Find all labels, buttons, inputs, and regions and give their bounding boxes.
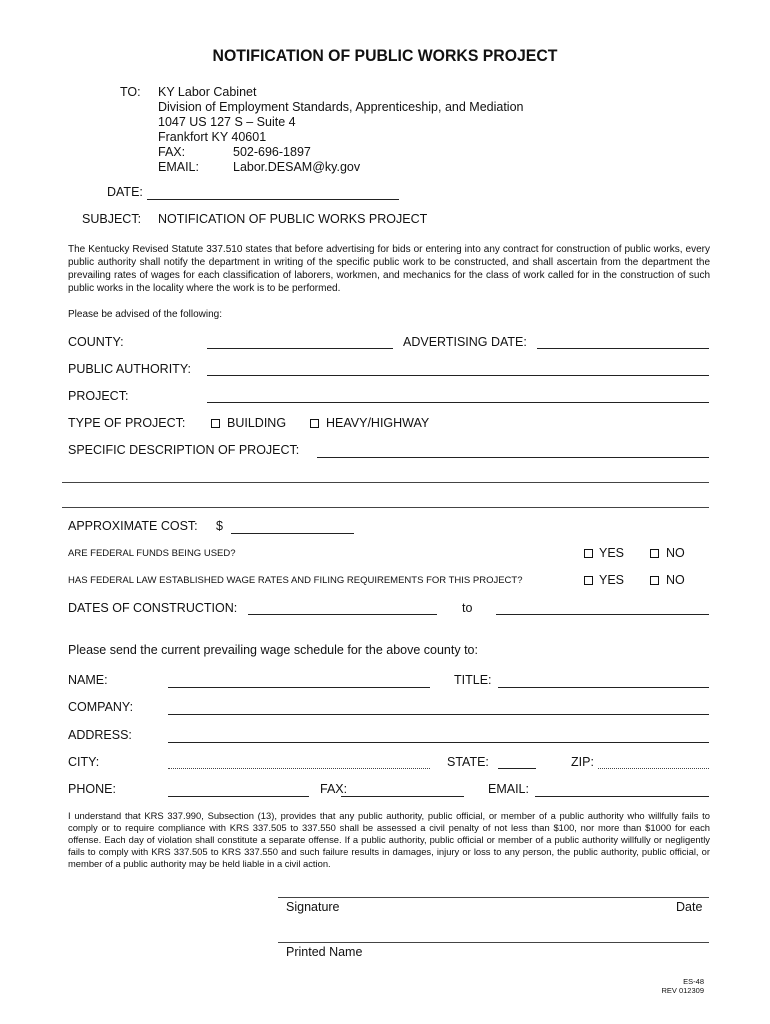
to-separator: to [462, 601, 473, 615]
phone-field[interactable] [168, 796, 309, 797]
state-field[interactable] [498, 768, 536, 769]
specific-description-label: SPECIFIC DESCRIPTION OF PROJECT: [68, 443, 300, 457]
approximate-cost-label: APPROXIMATE COST: [68, 519, 198, 533]
to-label: TO: [120, 85, 141, 99]
federal-funds-yes-label: YES [599, 546, 625, 560]
advertising-date-label: ADVERTISING DATE: [403, 335, 527, 349]
federal-funds-question: ARE FEDERAL FUNDS BEING USED? [68, 548, 236, 559]
project-label: PROJECT: [68, 389, 129, 403]
date-label: DATE: [107, 185, 143, 199]
federal-law-no-checkbox[interactable] [650, 576, 659, 585]
federal-funds-no-checkbox[interactable] [650, 549, 659, 558]
name-label: NAME: [68, 673, 108, 687]
federal-law-no-label: NO [666, 573, 685, 587]
title-label: TITLE: [454, 673, 492, 687]
advertising-date-field[interactable] [537, 348, 709, 349]
signature-date-label: Date [676, 900, 703, 914]
approximate-cost-field[interactable] [231, 533, 354, 534]
subject-value: NOTIFICATION OF PUBLIC WORKS PROJECT [158, 212, 428, 226]
email-field[interactable] [535, 796, 709, 797]
name-field[interactable] [168, 687, 430, 688]
state-label: STATE: [447, 755, 489, 769]
zip-field[interactable] [598, 768, 709, 769]
signature-line[interactable] [278, 897, 709, 898]
description-line-2[interactable] [62, 482, 709, 483]
address-field[interactable] [168, 742, 709, 743]
phone-label: PHONE: [68, 782, 116, 796]
fax-value: 502-696-1897 [233, 145, 311, 159]
city-field[interactable] [168, 768, 430, 769]
city-label: CITY: [68, 755, 100, 769]
address-label: ADDRESS: [68, 728, 132, 742]
company-field[interactable] [168, 714, 709, 715]
to-line-4: Frankfort KY 40601 [158, 130, 267, 144]
federal-law-yes-checkbox[interactable] [584, 576, 593, 585]
heavy-highway-label: HEAVY/HIGHWAY [326, 416, 430, 430]
dates-of-construction-label: DATES OF CONSTRUCTION: [68, 601, 238, 615]
to-line-2: Division of Employment Standards, Apprenticeship, and Mediation [158, 100, 524, 114]
description-line-3[interactable] [62, 507, 709, 508]
heavy-highway-checkbox[interactable] [310, 419, 319, 428]
zip-label: ZIP: [571, 755, 594, 769]
printed-name-line[interactable] [278, 942, 709, 943]
project-field[interactable] [207, 402, 709, 403]
advised-text: Please be advised of the following: [68, 309, 222, 320]
email-label: EMAIL: [158, 160, 199, 174]
email-label-contact: EMAIL: [488, 782, 529, 796]
federal-law-question: HAS FEDERAL LAW ESTABLISHED WAGE RATES AND FILING REQUIREMENTS FOR THIS PROJECT? [68, 575, 523, 586]
specific-description-field[interactable] [317, 457, 709, 458]
email-value: Labor.DESAM@ky.gov [233, 160, 361, 174]
county-label: COUNTY: [68, 335, 124, 349]
signature-label: Signature [286, 900, 340, 914]
type-of-project-label: TYPE OF PROJECT: [68, 416, 186, 430]
public-authority-field[interactable] [207, 375, 709, 376]
form-revision: REV 012309 [661, 986, 704, 995]
company-label: COMPANY: [68, 700, 134, 714]
construction-end-field[interactable] [496, 614, 709, 615]
statute-paragraph: The Kentucky Revised Statute 337.510 states that before advertising for bids or entering into any contract for construction of public works, every public authority shall notify the department in writing of the specific public work to be constructed, and shall ascertain from the department the prevailing rates of wages for each classification of laborers, workmen, and mechanics for the class of work called for in the construction of such public works in the locality where the work is to be performed. [68, 244, 710, 294]
fax-label: FAX: [158, 145, 186, 159]
title-field[interactable] [498, 687, 709, 688]
building-checkbox[interactable] [211, 419, 220, 428]
county-field[interactable] [207, 348, 393, 349]
construction-start-field[interactable] [248, 614, 437, 615]
to-line-3: 1047 US 127 S – Suite 4 [158, 115, 296, 129]
subject-label: SUBJECT: [82, 212, 142, 226]
page-title: NOTIFICATION OF PUBLIC WORKS PROJECT [212, 46, 558, 65]
public-authority-label: PUBLIC AUTHORITY: [68, 362, 191, 376]
penalty-paragraph: I understand that KRS 337.990, Subsection (13), provides that any public authority, public official, or member of a public authority who willfully fails to comply or to require compliance with KRS 337.505 to 337.550 shall be assessed a civil penalty of not less than $100, nor more than $1000 for each offense. Each day of violation shall constitute a separate offense. If a public authority, public official or member of a public authority willfully or negligently fails to comply with KRS 337.505 to KRS 337.550 and such failure results in damages, injury or loss to any person, the public authority, public official, or member of a public authority may be held liable in a civil action. [68, 810, 710, 869]
federal-law-yes-label: YES [599, 573, 625, 587]
federal-funds-yes-checkbox[interactable] [584, 549, 593, 558]
federal-funds-no-label: NO [666, 546, 685, 560]
dollar-sign: $ [216, 519, 223, 533]
form-number: ES-48 [683, 977, 704, 986]
send-request-text: Please send the current prevailing wage schedule for the above county to: [68, 643, 478, 657]
printed-name-label: Printed Name [286, 945, 363, 959]
to-line-1: KY Labor Cabinet [158, 85, 257, 99]
building-label: BUILDING [227, 416, 287, 430]
fax-label-contact: FAX: [320, 782, 348, 796]
date-field[interactable] [147, 199, 399, 200]
fax-field[interactable] [341, 796, 464, 797]
